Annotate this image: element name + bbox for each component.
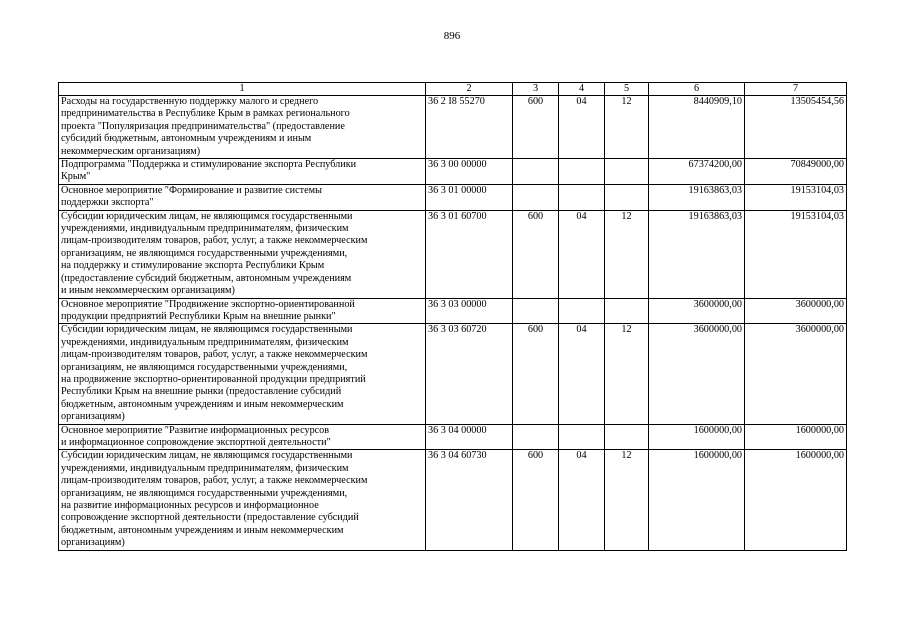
row-section: 04 xyxy=(559,450,605,550)
row-name xyxy=(59,184,426,210)
row-name-line: (предоставление субсидий бюджетным, автономным учреждениям xyxy=(61,272,352,284)
row-name-line: лицам-производителям товаров, работ, услуг, а также некоммерческим xyxy=(61,475,368,487)
row-name-line: субсидий бюджетным, автономным учреждениям и иным xyxy=(61,133,312,145)
row-amount-year-1: 1600000,00 xyxy=(649,424,745,450)
row-target-article: 36 3 01 00000 xyxy=(426,184,513,210)
row-name-line: Субсидии юридическим лицам, не являющимся государственными xyxy=(61,450,353,462)
row-name xyxy=(59,210,426,298)
row-name-line: на поддержку и стимулирование экспорта Республики Крым xyxy=(61,260,325,272)
row-name xyxy=(59,96,426,159)
table-row xyxy=(59,298,847,324)
row-name-line: некоммерческим организациям) xyxy=(61,145,201,157)
row-amount-year-1: 3600000,00 xyxy=(649,298,745,324)
row-name xyxy=(59,159,426,185)
row-name-line: организациям, не являющимся государственными учреждениями, xyxy=(61,247,348,259)
row-name-line: Республики Крым на внешние рынки (предоставление субсидий xyxy=(61,386,342,398)
row-amount-year-1: 1600000,00 xyxy=(649,450,745,550)
header-row xyxy=(59,83,847,96)
row-name-line: Основное мероприятие "Формирование и развитие системы xyxy=(61,184,322,196)
row-target-article: 36 3 04 00000 xyxy=(426,424,513,450)
row-expense-type: 600 xyxy=(513,324,559,424)
row-name-line: Крым" xyxy=(61,171,91,183)
table-row xyxy=(59,450,847,550)
row-name xyxy=(59,298,426,324)
row-amount-year-1: 19163863,03 xyxy=(649,210,745,298)
row-name-line: организациям, не являющимся государственными учреждениями, xyxy=(61,361,348,373)
row-name-line: Основное мероприятие "Развитие информационных ресурсов xyxy=(61,424,330,436)
row-name-line: и информационное сопровождение экспортной деятельности" xyxy=(61,436,331,448)
row-name-line: Основное мероприятие "Продвижение экспортно-ориентированной xyxy=(61,298,355,310)
row-section: 04 xyxy=(559,210,605,298)
row-name-line: организациям, не являющимся государственными учреждениями, xyxy=(61,487,348,499)
row-expense-type xyxy=(513,184,559,210)
row-expense-type xyxy=(513,424,559,450)
page-number: 896 xyxy=(443,30,461,42)
row-name-line: Субсидии юридическим лицам, не являющимся государственными xyxy=(61,210,353,222)
table-row xyxy=(59,184,847,210)
row-name-line: поддержки экспорта" xyxy=(61,197,154,209)
row-subsection xyxy=(605,298,649,324)
row-target-article: 36 3 01 60700 xyxy=(426,210,513,298)
row-name-line: сопровождение экспортной деятельности (предоставление субсидий xyxy=(61,512,359,524)
row-name-line: проекта "Популяризация предпринимательства" (предоставление xyxy=(61,120,345,132)
row-name-line: Расходы на государственную поддержку малого и среднего xyxy=(61,96,319,107)
row-amount-year-2: 1600000,00 xyxy=(745,424,847,450)
header-col-4: 4 xyxy=(559,83,605,96)
row-amount-year-1: 8440909,10 xyxy=(649,96,745,159)
row-subsection xyxy=(605,424,649,450)
table-row xyxy=(59,424,847,450)
row-name xyxy=(59,424,426,450)
header-col-6: 6 xyxy=(649,83,745,96)
row-subsection: 12 xyxy=(605,96,649,159)
row-name-line: Субсидии юридическим лицам, не являющимся государственными xyxy=(61,324,353,336)
row-amount-year-2: 3600000,00 xyxy=(745,298,847,324)
row-section xyxy=(559,159,605,185)
table-row xyxy=(59,159,847,185)
row-section: 04 xyxy=(559,96,605,159)
header-col-1: 1 xyxy=(59,83,426,96)
header-col-7: 7 xyxy=(745,83,847,96)
row-name xyxy=(59,450,426,550)
row-amount-year-1: 67374200,00 xyxy=(649,159,745,185)
row-target-article: 36 2 I8 55270 xyxy=(426,96,513,159)
row-subsection: 12 xyxy=(605,210,649,298)
row-amount-year-1: 19163863,03 xyxy=(649,184,745,210)
row-name-line: бюджетным, автономным учреждениям и иным некоммерческим xyxy=(61,398,344,410)
row-expense-type xyxy=(513,159,559,185)
row-name-line: лицам-производителям товаров, работ, услуг, а также некоммерческим xyxy=(61,235,368,247)
row-name-line: на развитие информационных ресурсов и информационное xyxy=(61,500,319,511)
row-name xyxy=(59,324,426,424)
table-row xyxy=(59,324,847,424)
row-name-line: предпринимательства в Республике Крым в рамках регионального xyxy=(61,108,350,120)
row-target-article: 36 3 04 60730 xyxy=(426,450,513,550)
row-target-article: 36 3 03 00000 xyxy=(426,298,513,324)
row-section xyxy=(559,424,605,450)
row-amount-year-2: 13505454,56 xyxy=(745,96,847,159)
row-target-article: 36 3 00 00000 xyxy=(426,159,513,185)
row-amount-year-2: 19153104,03 xyxy=(745,184,847,210)
row-section: 04 xyxy=(559,324,605,424)
table-row xyxy=(59,96,847,159)
table-row xyxy=(59,210,847,298)
row-subsection xyxy=(605,184,649,210)
budget-table xyxy=(58,82,847,551)
header-col-2: 2 xyxy=(426,83,513,96)
row-name-line: Подпрограмма "Поддержка и стимулирование экспорта Республики xyxy=(61,159,357,171)
row-name-line: на продвижение экспортно-ориентированной продукции предприятий xyxy=(61,373,366,385)
row-expense-type xyxy=(513,298,559,324)
row-section xyxy=(559,298,605,324)
row-target-article: 36 3 03 60720 xyxy=(426,324,513,424)
row-name-line: учреждениями, индивидуальным предпринимателям, физическим xyxy=(61,223,349,235)
row-subsection: 12 xyxy=(605,324,649,424)
row-section xyxy=(559,184,605,210)
row-name-line: учреждениями, индивидуальным предпринимателям, физическим xyxy=(61,462,349,474)
row-subsection xyxy=(605,159,649,185)
row-name-line: бюджетным, автономным учреждениям и иным некоммерческим xyxy=(61,524,344,536)
header-col-3: 3 xyxy=(513,83,559,96)
row-subsection: 12 xyxy=(605,450,649,550)
row-name-line: и иным некоммерческим организациям) xyxy=(61,285,235,297)
row-expense-type: 600 xyxy=(513,96,559,159)
row-expense-type: 600 xyxy=(513,210,559,298)
row-expense-type: 600 xyxy=(513,450,559,550)
row-amount-year-1: 3600000,00 xyxy=(649,324,745,424)
header-col-5: 5 xyxy=(605,83,649,96)
row-name-line: учреждениями, индивидуальным предпринимателям, физическим xyxy=(61,336,349,348)
row-name-line: организациям) xyxy=(61,537,125,549)
row-amount-year-2: 70849000,00 xyxy=(745,159,847,185)
row-name-line: лицам-производителям товаров, работ, услуг, а также некоммерческим xyxy=(61,349,368,361)
row-name-line: продукции предприятий Республики Крым на внешние рынки" xyxy=(61,310,336,322)
row-amount-year-2: 1600000,00 xyxy=(745,450,847,550)
row-name-line: организациям) xyxy=(61,411,125,423)
row-amount-year-2: 19153104,03 xyxy=(745,210,847,298)
row-amount-year-2: 3600000,00 xyxy=(745,324,847,424)
